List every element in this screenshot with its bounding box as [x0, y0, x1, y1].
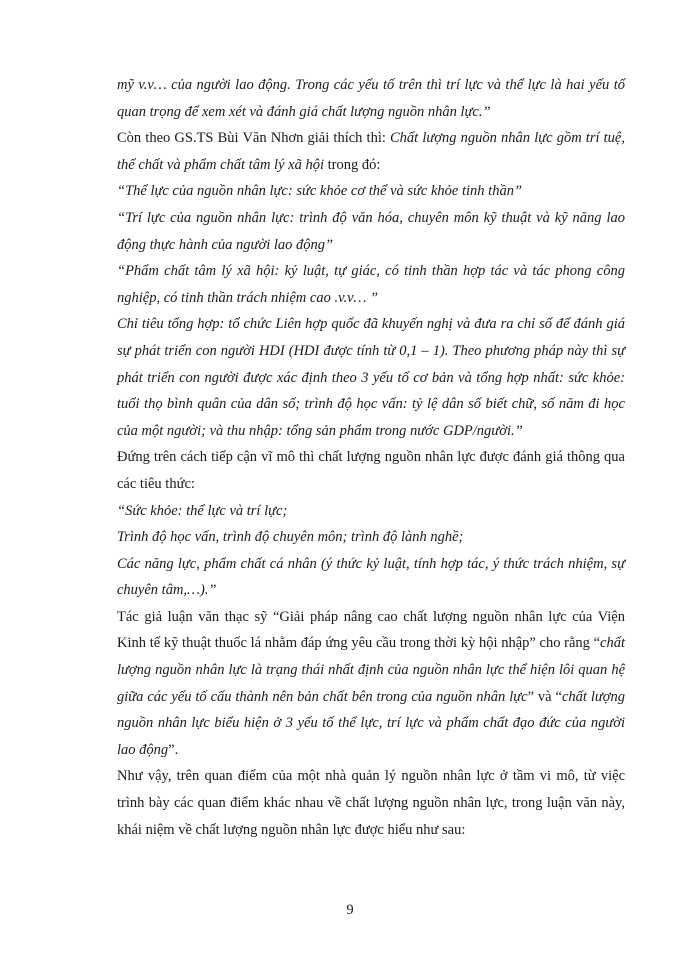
text-segment: trong đó: — [323, 156, 381, 173]
paragraph — [117, 258, 625, 311]
paragraph — [117, 498, 625, 525]
text-segment: mỹ v.v… của người lao động. Trong các yếu tố trên thì trí lực và thể lực là hai yếu tố quan trọng để xem xét và đánh giá chất lượng nguồn nhân lực.” — [117, 77, 625, 120]
body-text — [117, 72, 625, 843]
paragraph — [117, 205, 625, 258]
text-segment: Còn theo GS.TS Bùi Văn Nhơn giải thích thì: — [117, 130, 391, 147]
text-segment: Như vậy, trên quan điểm của một nhà quản lý nguồn nhân lực ở tầm vi mô, từ việc trình bày các quan điểm khác nhau về chất lượng nguồn nhân lực, trong luận văn này, khái niệm về chất lượng nguồn nhân lực được hiểu như sau: — [117, 768, 625, 838]
paragraph — [117, 524, 625, 551]
text-segment: Đứng trên cách tiếp cận vĩ mô thì chất lượng nguồn nhân lực được đánh giá thông qua các tiêu thức: — [117, 449, 625, 492]
text-segment: ” và “ — [527, 688, 562, 705]
paragraph — [117, 178, 625, 205]
text-segment: Chất lượng nguồn nhân lực gồm trí tuệ, thể chất và phẩm chất tâm lý xã hội — [117, 130, 625, 173]
text-segment: Trình độ học vấn, trình độ chuyên môn; trình độ lành nghề; — [117, 529, 464, 546]
paragraph — [117, 125, 625, 178]
paragraph — [117, 72, 625, 125]
text-segment: Các năng lực, phẩm chất cá nhân (ý thức kỷ luật, tính hợp tác, ý thức trách nhiệm, sự chuyên tâm,…).” — [117, 555, 625, 599]
text-segment: “Thể lực của nguồn nhân lực: sức khỏe cơ thể và sức khỏe tinh thần” — [117, 183, 523, 200]
paragraph — [117, 763, 625, 843]
text-segment: “Trí lực của nguồn nhân lực: trình độ văn hóa, chuyên môn kỹ thuật và kỹ năng lao động thực hành của người lao động” — [117, 209, 625, 253]
text-segment: chất lượng nguồn nhân lực biểu hiện ở 3 yếu tố thể lực, trí lực và phẩm chất đạo đức của người lao động — [117, 688, 626, 758]
text-segment: chất lượng nguồn nhân lực là trạng thái nhất định của nguồn nhân lực thể hiện lôi quan hệ giữa các yếu tố cấu thành nên bản chất bên trong của nguồn nhân lực — [117, 635, 625, 705]
text-segment: “Sức khỏe: thể lực và trí lực; — [117, 502, 288, 519]
text-segment: Tác giả luận văn thạc sỹ “Giải pháp nâng cao chất lượng nguồn nhân lực của Viện Kinh tế kỹ thuật thuốc lá nhằm đáp ứng yêu cầu trong thời kỳ hội nhập” cho rằng “ — [117, 608, 625, 652]
text-segment: Chỉ tiêu tổng hợp: tổ chức Liên hợp quốc đã khuyến nghị và đưa ra chỉ số để đánh giá sự phát triển con người HDI (HDI được tính từ 0,1 – 1). Theo phương pháp này thì sự phát triển con người được xác định theo 3 yếu tố cơ bản và tổng hợp nhất: sức khỏe: tuổi thọ bình quân của dân số; trình độ học vấn: tỷ lệ dân số biết chữ, số năm đi học của một người; và thu nhập: tổng sản phẩm trong nước GDP/người.” — [117, 316, 625, 439]
paragraph — [117, 444, 625, 497]
text-segment: ”. — [168, 741, 179, 758]
paragraph — [117, 551, 625, 604]
page-number: 9 — [346, 902, 354, 918]
text-segment: “Phẩm chất tâm lý xã hội: kỷ luật, tự giác, có tinh thần hợp tác và tác phong công nghiệp, có tinh thần trách nhiệm cao .v.v… ” — [117, 263, 625, 306]
paragraph — [117, 604, 625, 764]
paragraph — [117, 311, 625, 444]
